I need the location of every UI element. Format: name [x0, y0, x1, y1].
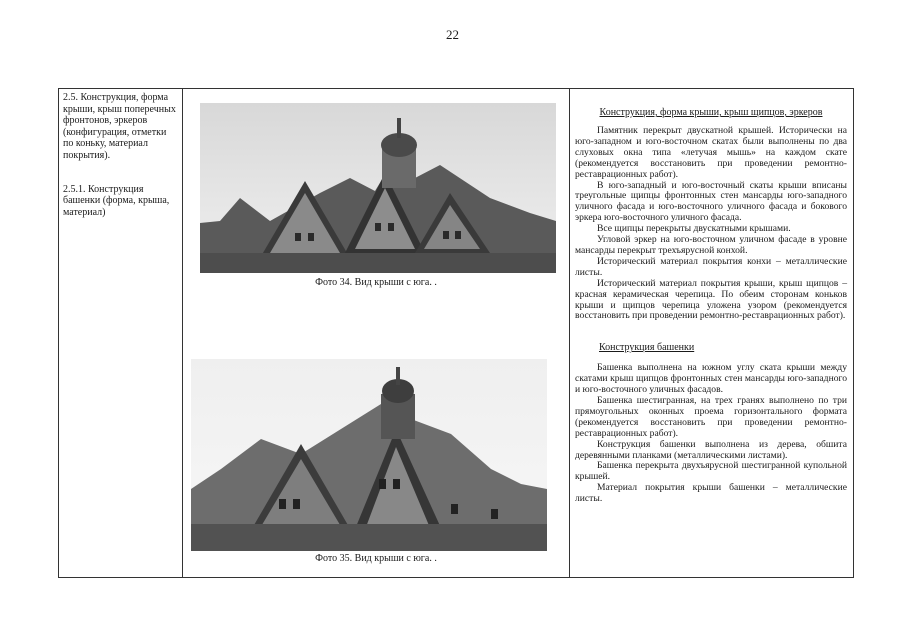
photo-35-caption: Фото 35. Вид крыши с юга. . [315, 553, 437, 564]
photo-34-caption: Фото 34. Вид крыши с юга. . [315, 277, 437, 288]
roof-paragraph: Угловой эркер на юго-восточном уличном фасаде в уровне мансарды перекрыт трехъярусной конхой. [575, 234, 847, 256]
description-column [569, 89, 853, 577]
roof-paragraph: Все щипцы перекрыты двускатными крышами. [597, 223, 791, 235]
photo-column [183, 89, 570, 577]
roof-paragraph: Исторический материал покрытия крыши, крыш щипцов – красная керамическая черепица. По обеим сторонам коньков крыши и щипцов черепица уложена узором (рекомендуется восстановить при проведении ремонтно-реставрационных работ). [575, 277, 847, 322]
section-2-5-label: 2.5. Конструкция, форма крыши, крыш поперечных фронтонов, эркеров (конфигурация, отметки по коньку, материал покрытия). [63, 92, 176, 161]
roof-paragraph: В юго-западный и юго-восточный скаты крыши вписаны треугольные щипцы фронтонных стен мансарды юго-западного уличного фасада и юго-восточного уличного фасада и бокового эркера юго-восточного уличного фасада. [575, 179, 847, 224]
tower-paragraph: Башенка шестигранная, на трех гранях выполнено по три прямоугольных оконных проема горизонтального формата (рекомендуется восстановить при проведении ремонтно-реставрационных работ). [575, 395, 847, 439]
roof-paragraph: Исторический материал покрытия конхи – металлические листы. [575, 255, 847, 278]
content-table [58, 88, 854, 578]
tower-paragraph: Башенка перекрыта двухъярусной шестигранной купольной крышей. [575, 460, 847, 483]
roof-heading: Конструкция, форма крыши, крыш щипцов, эркеров [599, 107, 823, 118]
page-number: 22 [446, 27, 459, 42]
section-2-5-1-label: 2.5.1. Конструкция башенки (форма, крыша, материал) [63, 183, 170, 218]
tower-paragraph: Конструкция башенки выполнена из дерева, обшита деревянными планками (металлическими листами). [575, 438, 847, 461]
building-photo-icon [191, 359, 547, 551]
roof-paragraph: Памятник перекрыт двускатной крышей. Исторически на юго-западном и юго-восточном скатах были выполнены по два слуховых окна типа «летучая мышь» на каждом скате (рекомендуется восстановить при проведении ремонтно-реставрационных работ). [575, 125, 847, 180]
tower-heading: Конструкция башенки [599, 342, 695, 354]
photo-34 [200, 103, 556, 273]
tower-paragraph: Башенка выполнена на южном углу ската крыши между скатами крыш щипцов фронтонных стен мансарды юго-западного и юго-восточного уличных фасадов. [575, 362, 847, 396]
building-photo-icon [200, 103, 556, 273]
photo-35 [191, 359, 547, 551]
left-column [59, 89, 183, 577]
tower-paragraph: Материал покрытия крыши башенки – металлические листы. [575, 482, 847, 505]
